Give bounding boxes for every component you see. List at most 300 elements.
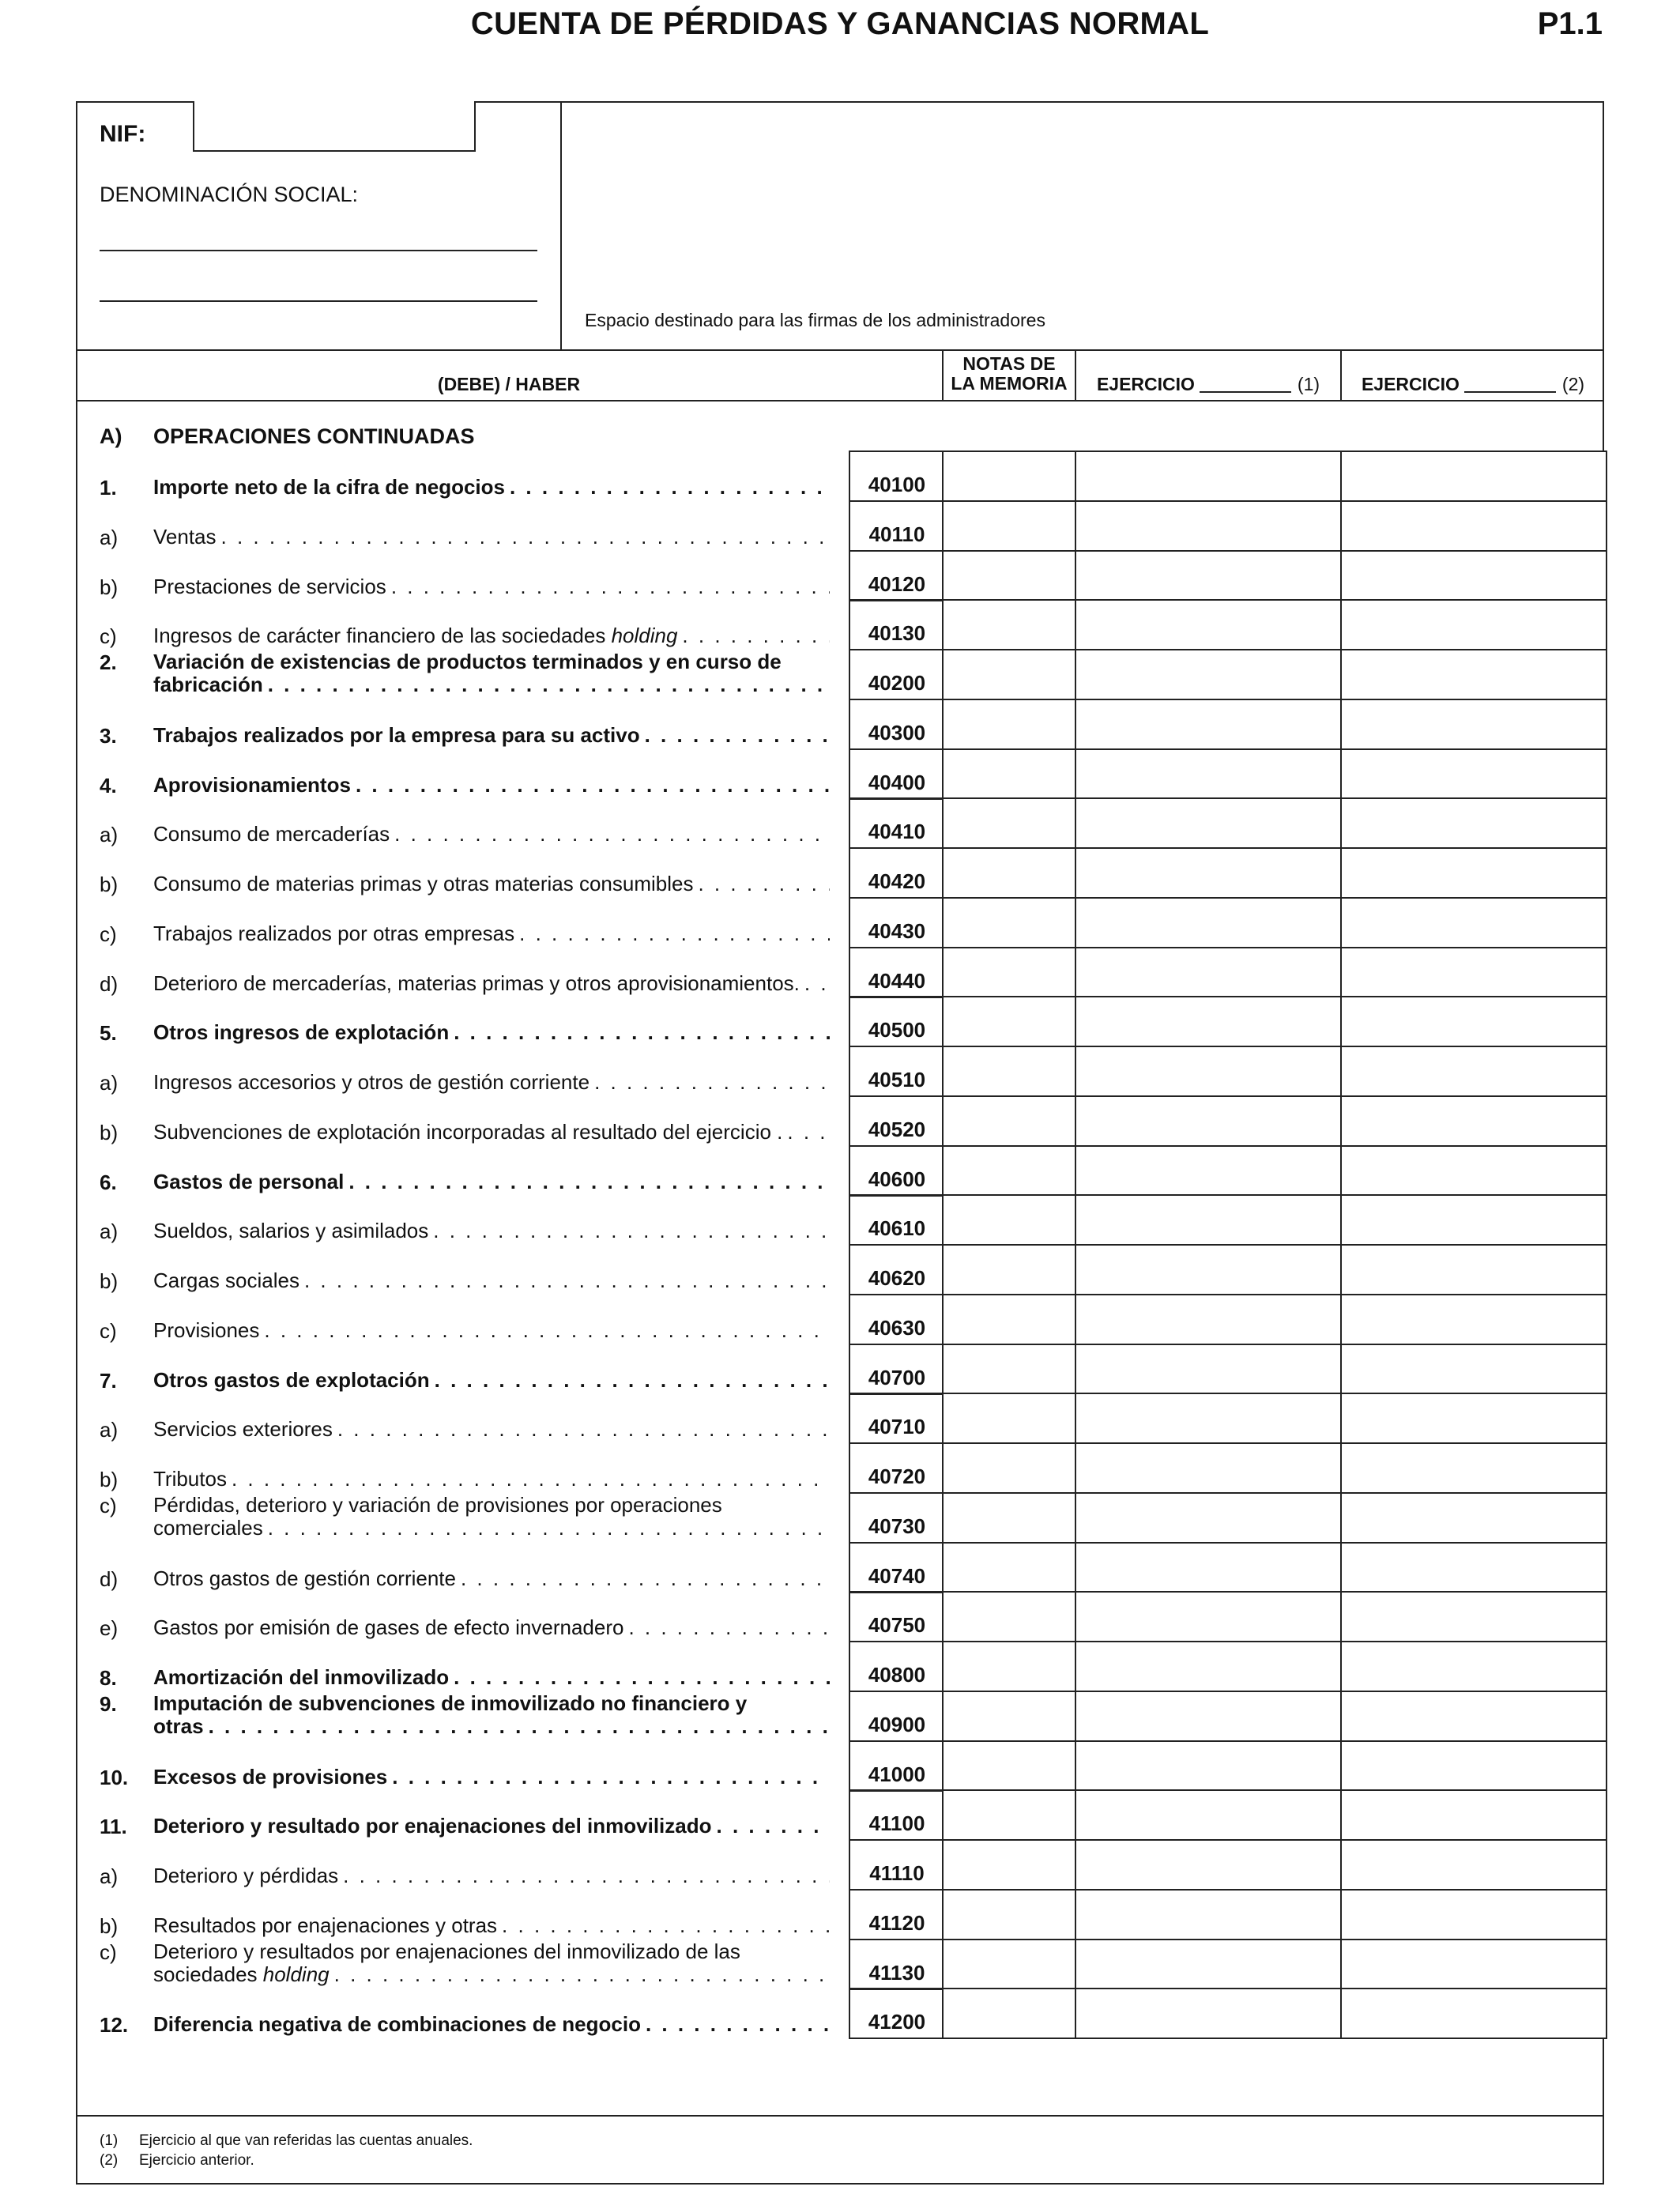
ejercicio-2-cell[interactable] bbox=[1340, 1046, 1607, 1097]
line-item-number: 2. bbox=[100, 650, 117, 674]
line-item-code bbox=[849, 1839, 944, 1891]
line-item-label-text: Trabajos realizados por la empresa para su activo bbox=[153, 722, 640, 747]
column-header-ejercicio-1 bbox=[1076, 375, 1340, 394]
ejercicio-1-cell[interactable] bbox=[1075, 1839, 1342, 1891]
line-item-label bbox=[153, 1766, 830, 1789]
notas-line-2: LA MEMORIA bbox=[951, 373, 1068, 394]
line-item-label-line-2: otras bbox=[153, 1713, 204, 1738]
line-item-number: a) bbox=[100, 1220, 119, 1244]
notas-memoria-cell[interactable] bbox=[942, 897, 1076, 948]
ejercicio-1-cell[interactable] bbox=[1075, 1244, 1342, 1295]
id-bottom-rule bbox=[76, 349, 1604, 351]
notas-memoria-cell[interactable] bbox=[942, 1344, 1076, 1395]
line-item-label bbox=[153, 1494, 830, 1540]
line-item-code bbox=[849, 649, 944, 700]
ejercicio-2-cell[interactable] bbox=[1340, 847, 1607, 899]
line-item-label bbox=[153, 774, 830, 797]
ejercicio-2-label: EJERCICIO bbox=[1361, 374, 1460, 394]
line-item-code bbox=[849, 1442, 944, 1494]
line-item-code bbox=[849, 1492, 944, 1544]
line-item-code-text: 40440 bbox=[868, 968, 926, 993]
line-item-code-text: 40100 bbox=[868, 473, 926, 496]
line-item-label bbox=[153, 1418, 830, 1441]
ejercicio-2-cell[interactable] bbox=[1340, 1294, 1607, 1345]
line-item-label bbox=[153, 1815, 830, 1838]
line-item-label bbox=[153, 1567, 830, 1590]
notas-memoria-cell[interactable] bbox=[942, 947, 1076, 998]
line-item-number: b) bbox=[100, 873, 119, 896]
line-item-label-text: Otros ingresos de explotación bbox=[153, 1020, 450, 1045]
ejercicio-2-cell[interactable] bbox=[1340, 1095, 1607, 1147]
line-item-number: b) bbox=[100, 1913, 119, 1938]
footnote-1-ref: (1) bbox=[100, 2132, 119, 2149]
ejercicio-1-cell[interactable] bbox=[1075, 1542, 1342, 1593]
line-item-code-text: 40700 bbox=[868, 1365, 926, 1389]
footnote-1-text: Ejercicio al que van referidas las cuentas anuales. bbox=[139, 2132, 473, 2149]
leader-dots bbox=[645, 724, 830, 747]
notas-memoria-cell[interactable] bbox=[942, 550, 1076, 601]
ejercicio-1-cell[interactable] bbox=[1075, 847, 1342, 899]
leader-dots bbox=[392, 1766, 830, 1789]
notas-memoria-cell[interactable] bbox=[942, 1294, 1076, 1345]
line-item-code-text: 40600 bbox=[868, 1167, 926, 1191]
ejercicio-1-cell[interactable] bbox=[1075, 1641, 1342, 1692]
leader-dots bbox=[717, 1815, 830, 1838]
line-item-row bbox=[0, 1145, 1680, 1195]
line-item-code-text: 40200 bbox=[868, 671, 926, 695]
ejercicio-2-ref: (2) bbox=[1561, 374, 1585, 394]
ejercicio-1-cell[interactable] bbox=[1075, 1889, 1342, 1940]
line-item-label-text: Cargas sociales bbox=[153, 1269, 299, 1292]
line-item-row bbox=[0, 1393, 1680, 1442]
line-item-row bbox=[0, 1542, 1680, 1592]
ejercicio-1-cell[interactable] bbox=[1075, 996, 1342, 1047]
ejercicio-2-cell[interactable] bbox=[1340, 699, 1607, 750]
leader-dots bbox=[304, 1269, 830, 1292]
ejercicio-1-ref: (1) bbox=[1297, 374, 1320, 394]
ejercicio-2-cell[interactable] bbox=[1340, 897, 1607, 948]
leader-dots bbox=[628, 1616, 830, 1639]
line-item-row bbox=[0, 1294, 1680, 1344]
line-item-code bbox=[849, 1740, 944, 1792]
line-item-code-text: 40720 bbox=[868, 1465, 926, 1488]
ejercicio-2-cell[interactable] bbox=[1340, 1393, 1607, 1444]
line-item-row bbox=[0, 1988, 1680, 2038]
line-item-row bbox=[0, 599, 1680, 649]
line-item-label bbox=[153, 972, 830, 995]
notas-memoria-cell[interactable] bbox=[942, 1988, 1076, 2039]
line-item-label-line-1: Deterioro y resultados por enajenaciones del inmovilizado de las bbox=[153, 1939, 740, 1963]
ejercicio-2-cell[interactable] bbox=[1340, 1691, 1607, 1742]
form-code: P1.1 bbox=[1537, 6, 1603, 41]
ejercicio-1-cell[interactable] bbox=[1075, 649, 1342, 700]
line-item-label-text: Prestaciones de servicios bbox=[153, 574, 386, 598]
line-item-label-text: Importe neto de la cifra de negocios bbox=[153, 475, 505, 499]
line-item-code bbox=[849, 1294, 944, 1345]
ejercicio-2-cell[interactable] bbox=[1340, 550, 1607, 601]
column-header-ejercicio-2 bbox=[1342, 375, 1604, 394]
line-item-code bbox=[849, 1344, 944, 1395]
ejercicio-2-cell[interactable] bbox=[1340, 599, 1607, 650]
leader-dots bbox=[433, 1220, 830, 1242]
line-item-number: 4. bbox=[100, 773, 117, 797]
notas-memoria-cell[interactable] bbox=[942, 1194, 1076, 1246]
line-item-number: b) bbox=[100, 1269, 119, 1293]
leader-dots bbox=[804, 972, 830, 995]
notas-memoria-cell[interactable] bbox=[942, 1641, 1076, 1692]
line-item-code bbox=[849, 1244, 944, 1295]
ejercicio-1-cell[interactable] bbox=[1075, 1789, 1342, 1841]
line-item-code-text: 40430 bbox=[868, 918, 926, 943]
notas-memoria-cell[interactable] bbox=[942, 649, 1076, 700]
line-item-code-text: 40710 bbox=[868, 1415, 926, 1439]
ejercicio-1-cell[interactable] bbox=[1075, 1691, 1342, 1742]
line-item-row bbox=[0, 1889, 1680, 1939]
line-item-label bbox=[153, 1616, 830, 1639]
ejercicio-2-cell[interactable] bbox=[1340, 1839, 1607, 1891]
line-item-label-text: Amortización del inmovilizado bbox=[153, 1665, 450, 1689]
line-item-number: a) bbox=[100, 1418, 119, 1442]
line-item-label-text: Gastos por emisión de gases de efecto invernadero bbox=[153, 1615, 624, 1640]
line-item-label-line-2: fabricación bbox=[153, 673, 263, 696]
ejercicio-1-cell[interactable] bbox=[1075, 797, 1342, 849]
leader-dots bbox=[337, 1418, 830, 1441]
line-item-label bbox=[153, 1468, 830, 1491]
line-item-code bbox=[849, 897, 944, 948]
notas-memoria-cell[interactable] bbox=[942, 699, 1076, 750]
denominacion-line-2[interactable] bbox=[100, 300, 537, 302]
line-item-number: a) bbox=[100, 525, 119, 549]
line-item-code-text: 40740 bbox=[868, 1563, 926, 1588]
line-item-label-text: Tributos bbox=[153, 1467, 227, 1491]
line-item-label-line-1: Variación de existencias de productos terminados y en curso de bbox=[153, 650, 782, 673]
leader-dots bbox=[209, 1715, 830, 1738]
ejercicio-1-cell[interactable] bbox=[1075, 1046, 1342, 1097]
ejercicio-1-cell[interactable] bbox=[1075, 599, 1342, 650]
line-item-label-line-1: Imputación de subvenciones de inmovilizado no financiero y bbox=[153, 1691, 748, 1715]
line-item-code-text: 41000 bbox=[868, 1762, 926, 1786]
line-item-row bbox=[0, 996, 1680, 1046]
ejercicio-1-cell[interactable] bbox=[1075, 1591, 1342, 1642]
nif-input[interactable] bbox=[193, 101, 476, 152]
line-item-number: 7. bbox=[100, 1368, 117, 1393]
ejercicio-1-cell[interactable] bbox=[1075, 699, 1342, 750]
notas-memoria-cell[interactable] bbox=[942, 1492, 1076, 1544]
line-item-label bbox=[153, 1071, 830, 1094]
ejercicio-2-cell[interactable] bbox=[1340, 1145, 1607, 1197]
line-item-row bbox=[0, 1591, 1680, 1641]
denominacion-line-1[interactable] bbox=[100, 250, 537, 251]
line-item-label-text: Diferencia negativa de combinaciones de negocio bbox=[153, 2012, 641, 2037]
ejercicio-2-cell[interactable] bbox=[1340, 500, 1607, 552]
ejercicio-1-cell[interactable] bbox=[1075, 550, 1342, 601]
column-header-notas bbox=[944, 354, 1075, 394]
line-item-number: c) bbox=[100, 1940, 117, 1964]
leader-dots bbox=[594, 1071, 830, 1094]
ejercicio-1-cell[interactable] bbox=[1075, 1145, 1342, 1197]
ejercicio-1-cell[interactable] bbox=[1075, 1988, 1342, 2039]
ejercicio-1-cell[interactable] bbox=[1075, 1492, 1342, 1544]
line-item-row bbox=[0, 649, 1680, 699]
line-item-label-text: Excesos de provisiones bbox=[153, 1764, 388, 1789]
line-item-label-text: Subvenciones de explotación incorporadas al resultado del ejercicio . bbox=[153, 1119, 783, 1144]
ejercicio-2-cell[interactable] bbox=[1340, 1442, 1607, 1494]
line-item-label-text: Provisiones bbox=[153, 1318, 260, 1342]
line-item-row bbox=[0, 1046, 1680, 1095]
page-title: CUENTA DE PÉRDIDAS Y GANANCIAS NORMAL bbox=[470, 6, 1210, 41]
nif-label: NIF: bbox=[100, 121, 146, 147]
line-item-label-text: Otros gastos de explotación bbox=[153, 1367, 430, 1392]
line-item-code-text: 40420 bbox=[868, 869, 926, 893]
ejercicio-1-year-line[interactable] bbox=[1200, 391, 1291, 393]
leader-dots bbox=[646, 2013, 830, 2036]
ejercicio-2-cell[interactable] bbox=[1340, 797, 1607, 849]
line-item-number: 1. bbox=[100, 476, 117, 499]
ejercicio-2-cell[interactable] bbox=[1340, 450, 1607, 502]
ejercicio-2-cell[interactable] bbox=[1340, 1542, 1607, 1593]
line-item-code bbox=[849, 1889, 944, 1940]
line-item-number: 5. bbox=[100, 1021, 117, 1046]
line-item-code bbox=[849, 996, 944, 1047]
line-item-row bbox=[0, 1244, 1680, 1294]
notas-memoria-cell[interactable] bbox=[942, 1393, 1076, 1444]
line-item-row bbox=[0, 699, 1680, 748]
notas-memoria-cell[interactable] bbox=[942, 1789, 1076, 1841]
notas-memoria-cell[interactable] bbox=[942, 1839, 1076, 1891]
line-item-row bbox=[0, 1641, 1680, 1691]
ejercicio-1-cell[interactable] bbox=[1075, 1194, 1342, 1246]
line-item-label-text: Gastos de personal bbox=[153, 1169, 345, 1193]
leader-dots bbox=[232, 1468, 830, 1491]
line-item-number: 10. bbox=[100, 1765, 129, 1789]
line-item-label-text: Ventas bbox=[153, 524, 217, 548]
footnote-rule bbox=[76, 2115, 1604, 2117]
notas-line-1: NOTAS DE bbox=[962, 353, 1056, 374]
notas-memoria-cell[interactable] bbox=[942, 996, 1076, 1047]
ejercicio-2-cell[interactable] bbox=[1340, 649, 1607, 700]
line-item-label bbox=[153, 823, 830, 846]
line-item-number: b) bbox=[100, 1468, 119, 1491]
notas-memoria-cell[interactable] bbox=[942, 748, 1076, 800]
leader-dots bbox=[268, 1517, 830, 1540]
ejercicio-1-cell[interactable] bbox=[1075, 947, 1342, 998]
line-item-label-text: Ingresos de carácter financiero de las sociedades holding bbox=[153, 624, 678, 648]
line-item-label-text: Consumo de materias primas y otras materias consumibles bbox=[153, 872, 694, 895]
notas-memoria-cell[interactable] bbox=[942, 1889, 1076, 1940]
ejercicio-2-cell[interactable] bbox=[1340, 1492, 1607, 1544]
ejercicio-1-cell[interactable] bbox=[1075, 500, 1342, 552]
line-item-label bbox=[153, 1121, 830, 1144]
line-item-row bbox=[0, 500, 1680, 550]
ejercicio-1-label: EJERCICIO bbox=[1096, 374, 1195, 394]
ejercicio-1-cell[interactable] bbox=[1075, 1095, 1342, 1147]
ejercicio-1-cell[interactable] bbox=[1075, 897, 1342, 948]
line-item-code-text: 40610 bbox=[868, 1216, 926, 1241]
notas-memoria-cell[interactable] bbox=[942, 1542, 1076, 1593]
line-item-code-text: 41120 bbox=[868, 1910, 925, 1935]
line-item-number: 9. bbox=[100, 1691, 117, 1716]
line-item-row bbox=[0, 1939, 1680, 1989]
ejercicio-2-cell[interactable] bbox=[1340, 947, 1607, 998]
line-item-row bbox=[0, 748, 1680, 798]
line-item-code bbox=[849, 1095, 944, 1147]
line-item-code-text: 40630 bbox=[868, 1315, 926, 1340]
leader-dots bbox=[394, 823, 830, 846]
leader-dots bbox=[461, 1567, 830, 1590]
line-item-label-text: Sueldos, salarios y asimilados bbox=[153, 1219, 429, 1243]
line-item-number: a) bbox=[100, 1071, 119, 1095]
notas-memoria-cell[interactable] bbox=[942, 797, 1076, 849]
leader-dots bbox=[334, 1963, 830, 1986]
footnote-2-text: Ejercicio anterior. bbox=[139, 2152, 254, 2169]
line-item-number: a) bbox=[100, 823, 119, 847]
line-item-code bbox=[849, 847, 944, 899]
line-item-code-text: 40800 bbox=[868, 1663, 926, 1687]
line-item-row bbox=[0, 1095, 1680, 1145]
leader-dots bbox=[348, 1171, 830, 1193]
line-item-row bbox=[0, 1691, 1680, 1740]
line-item-code-text: 40730 bbox=[868, 1514, 926, 1538]
line-item-label bbox=[153, 1319, 830, 1342]
ejercicio-1-cell[interactable] bbox=[1075, 450, 1342, 502]
ejercicio-1-cell[interactable] bbox=[1075, 748, 1342, 800]
notas-memoria-cell[interactable] bbox=[942, 1145, 1076, 1197]
leader-dots bbox=[264, 1319, 830, 1342]
line-item-label bbox=[153, 476, 830, 499]
ejercicio-1-cell[interactable] bbox=[1075, 1939, 1342, 1990]
notas-memoria-cell[interactable] bbox=[942, 847, 1076, 899]
line-item-row bbox=[0, 1194, 1680, 1244]
notas-memoria-cell[interactable] bbox=[942, 1740, 1076, 1792]
notas-memoria-cell[interactable] bbox=[942, 599, 1076, 650]
line-item-code-text: 40750 bbox=[868, 1613, 926, 1638]
leader-dots bbox=[682, 624, 830, 647]
line-item-number: a) bbox=[100, 1864, 119, 1888]
line-item-label-line-1: Pérdidas, deterioro y variación de provisiones por operaciones bbox=[153, 1492, 722, 1517]
ejercicio-1-cell[interactable] bbox=[1075, 1294, 1342, 1345]
line-item-code-text: 41130 bbox=[868, 1960, 925, 1985]
line-item-row bbox=[0, 1442, 1680, 1492]
line-item-label bbox=[153, 1220, 830, 1242]
ejercicio-2-cell[interactable] bbox=[1340, 748, 1607, 800]
line-item-number: b) bbox=[100, 575, 119, 599]
line-item-code-text: 40900 bbox=[868, 1712, 926, 1736]
line-item-row bbox=[0, 947, 1680, 997]
leader-dots bbox=[454, 1021, 830, 1044]
notas-memoria-cell[interactable] bbox=[942, 1939, 1076, 1990]
line-item-label-text: Trabajos realizados por otras empresas bbox=[153, 921, 515, 945]
line-item-label bbox=[153, 575, 830, 598]
ejercicio-2-year-line[interactable] bbox=[1464, 391, 1556, 393]
notas-memoria-cell[interactable] bbox=[942, 1046, 1076, 1097]
line-item-label bbox=[153, 1666, 830, 1689]
line-item-label-line-2: comerciales bbox=[153, 1515, 263, 1540]
leader-dots bbox=[356, 774, 830, 797]
ejercicio-2-cell[interactable] bbox=[1340, 1939, 1607, 1990]
line-item-row bbox=[0, 1789, 1680, 1839]
ejercicio-2-cell[interactable] bbox=[1340, 1789, 1607, 1841]
leader-dots bbox=[502, 1914, 830, 1937]
line-item-code bbox=[849, 1939, 944, 1990]
footnote-1 bbox=[100, 2131, 473, 2151]
signature-area[interactable] bbox=[562, 103, 1603, 300]
ejercicio-2-cell[interactable] bbox=[1340, 1244, 1607, 1295]
ejercicio-2-cell[interactable] bbox=[1340, 1344, 1607, 1395]
notas-memoria-cell[interactable] bbox=[942, 1691, 1076, 1742]
ejercicio-1-cell[interactable] bbox=[1075, 1740, 1342, 1792]
line-item-number: e) bbox=[100, 1616, 119, 1641]
line-item-code-text: 41110 bbox=[869, 1861, 925, 1885]
ejercicio-2-cell[interactable] bbox=[1340, 1591, 1607, 1642]
line-item-code bbox=[849, 1789, 944, 1841]
notas-memoria-cell[interactable] bbox=[942, 450, 1076, 502]
line-item-row bbox=[0, 450, 1680, 500]
ejercicio-2-cell[interactable] bbox=[1340, 1889, 1607, 1940]
line-item-number: b) bbox=[100, 1120, 119, 1144]
ejercicio-1-cell[interactable] bbox=[1075, 1442, 1342, 1494]
line-item-code-text: 41200 bbox=[868, 2010, 926, 2034]
line-item-label bbox=[153, 1369, 830, 1392]
line-item-label-text: Ingresos accesorios y otros de gestión corriente bbox=[153, 1070, 590, 1094]
leader-dots bbox=[221, 526, 830, 548]
leader-dots bbox=[391, 575, 830, 598]
line-item-row bbox=[0, 1344, 1680, 1393]
notas-memoria-cell[interactable] bbox=[942, 500, 1076, 552]
section-title: OPERACIONES CONTINUADAS bbox=[153, 424, 475, 448]
line-item-label-text: Deterioro de mercaderías, materias primas y otros aprovisionamientos. bbox=[153, 971, 800, 995]
line-item-code-text: 40400 bbox=[868, 770, 926, 794]
line-item-number: c) bbox=[100, 1493, 117, 1517]
notas-memoria-cell[interactable] bbox=[942, 1095, 1076, 1147]
footnotes bbox=[100, 2131, 473, 2170]
line-item-row bbox=[0, 897, 1680, 947]
line-item-number: c) bbox=[100, 624, 117, 649]
line-item-label-text: Aprovisionamientos bbox=[153, 772, 351, 797]
ejercicio-2-cell[interactable] bbox=[1340, 1194, 1607, 1246]
line-item-code-text: 40110 bbox=[868, 522, 925, 546]
ejercicio-2-cell[interactable] bbox=[1340, 1740, 1607, 1792]
line-item-label bbox=[153, 650, 830, 696]
line-item-code bbox=[849, 550, 944, 601]
ejercicio-1-cell[interactable] bbox=[1075, 1344, 1342, 1395]
line-item-number: c) bbox=[100, 1318, 117, 1343]
notas-memoria-cell[interactable] bbox=[942, 1442, 1076, 1494]
line-item-number: 11. bbox=[100, 1815, 127, 1839]
leader-dots bbox=[787, 1121, 830, 1144]
ejercicio-2-cell[interactable] bbox=[1340, 1988, 1607, 2039]
line-item-number: 12. bbox=[100, 2013, 129, 2038]
line-item-code-text: 40120 bbox=[868, 571, 926, 596]
line-item-code bbox=[849, 947, 944, 998]
ejercicio-2-cell[interactable] bbox=[1340, 1641, 1607, 1692]
section-letter: A) bbox=[100, 424, 122, 448]
notas-memoria-cell[interactable] bbox=[942, 1244, 1076, 1295]
leader-dots bbox=[454, 1666, 830, 1689]
line-item-label bbox=[153, 2013, 830, 2036]
ejercicio-2-cell[interactable] bbox=[1340, 996, 1607, 1047]
leader-dots bbox=[268, 673, 830, 696]
line-item-code bbox=[849, 1393, 944, 1444]
line-item-label bbox=[153, 1021, 830, 1044]
ejercicio-1-cell[interactable] bbox=[1075, 1393, 1342, 1444]
line-item-code bbox=[849, 1542, 944, 1593]
line-item-code-text: 40520 bbox=[868, 1117, 926, 1141]
line-item-code bbox=[849, 797, 944, 849]
line-item-label bbox=[153, 1914, 830, 1937]
line-item-code-text: 40500 bbox=[868, 1018, 926, 1042]
line-item-code bbox=[849, 1691, 944, 1742]
notas-memoria-cell[interactable] bbox=[942, 1591, 1076, 1642]
